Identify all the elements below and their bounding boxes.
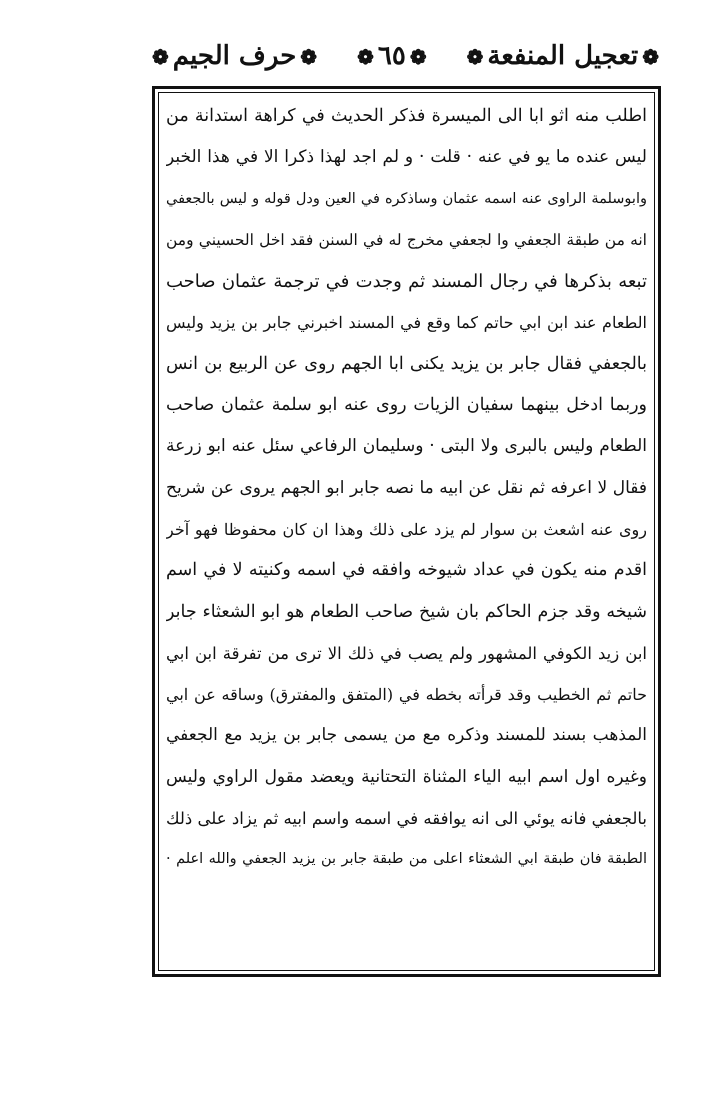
text-line: ليس عنده ما يو في عنه · قلت · و لم اجد لهذا ذكرا الا في هذا الخبر: [166, 147, 647, 168]
ornament-icon: ❁: [357, 45, 374, 69]
text-line: فقال لا اعرفه ثم نقل عن ابيه ما نصه جابر ابو الجهم يروى عن شريح: [166, 477, 647, 498]
ornament-icon: ❁: [642, 45, 659, 69]
text-line: روى عنه اشعث بن سوار لم يزد على ذلك وهذا ان كان محفوظا فهو آخر: [166, 519, 647, 539]
text-line: الطعام وليس بالبرى ولا البتى · وسليمان الرفاعي سئل عنه ابو زرعة: [166, 436, 647, 457]
text-line: وابوسلمة الراوى عنه اسمه عثمان وساذكره في العين ودل قوله و ليس بالجعفي: [166, 190, 647, 207]
text-line: حاتم ثم الخطيب وقد قرأته بخطه في (المتفق والمفترق) وساقه عن ابي: [166, 685, 647, 705]
text-line: ابن زيد الكوفي المشهور ولم يصب في ذلك الا ترى من تفرقة ابن ابي: [166, 643, 647, 663]
running-head: [148, 30, 663, 82]
text-line: تبعه بذكرها في رجال المسند ثم وجدت في ترجمة عثمان صاحب: [166, 271, 647, 293]
section-title: [148, 41, 321, 71]
text-body: [166, 96, 647, 967]
page-number: [353, 41, 430, 71]
text-line: بالجعفي فقال جابر بن يزيد يكنى ابا الجهم روى عن الربيع بن انس: [166, 353, 647, 374]
text-line: وغيره اول اسم ابيه الياء المثناة التحتانية ويعضد مقول الراوي وليس: [166, 766, 647, 787]
text-line: المذهب بسند للمسند وذكره مع من يسمى جابر بن يزيد مع الجعفي: [166, 725, 647, 746]
text-line: اطلب منه اثو ابا الى الميسرة فذكر الحديث في كراهة استدانة من: [166, 106, 647, 126]
section-title-text: حرف الجيم: [172, 41, 297, 71]
book-title-text: تعجيل المنفعة: [487, 41, 639, 71]
text-line: وربما ادخل بينهما سفيان الزيات روى عنه ابو سلمة عثمان صاحب: [166, 395, 647, 416]
text-line: بالجعفي فانه يوئي الى انه يوافقه في اسمه واسم ابيه ثم يزاد على ذلك: [166, 809, 647, 829]
book-title: [463, 41, 663, 71]
ornament-icon: ❁: [300, 45, 318, 69]
text-line: انه من طبقة الجعفي وا لجعفي مخرج له في السنن فقد اخل الحسيني ومن: [166, 230, 647, 249]
text-line: الطبقة فان طبقة ابي الشعثاء اعلى من طبقة جابر بن يزيد الجعفي والله اعلم ·: [166, 851, 647, 868]
ornament-icon: ❁: [409, 45, 427, 69]
text-line: شيخه وقد جزم الحاكم بان شيخ صاحب الطعام هو ابو الشعثاء جابر: [166, 601, 647, 622]
page-number-text: ٦٥: [377, 41, 406, 71]
text-line: الطعام عند ابن ابي حاتم كما وقع في المسند اخبرني جابر بن يزيد وليس: [166, 313, 647, 333]
ornament-icon: ❁: [466, 45, 484, 69]
ornament-icon: ❁: [152, 45, 169, 69]
text-line: اقدم منه يكون في عداد شيوخه وافقه في اسمه وكنيته لا في اسم: [166, 560, 647, 581]
